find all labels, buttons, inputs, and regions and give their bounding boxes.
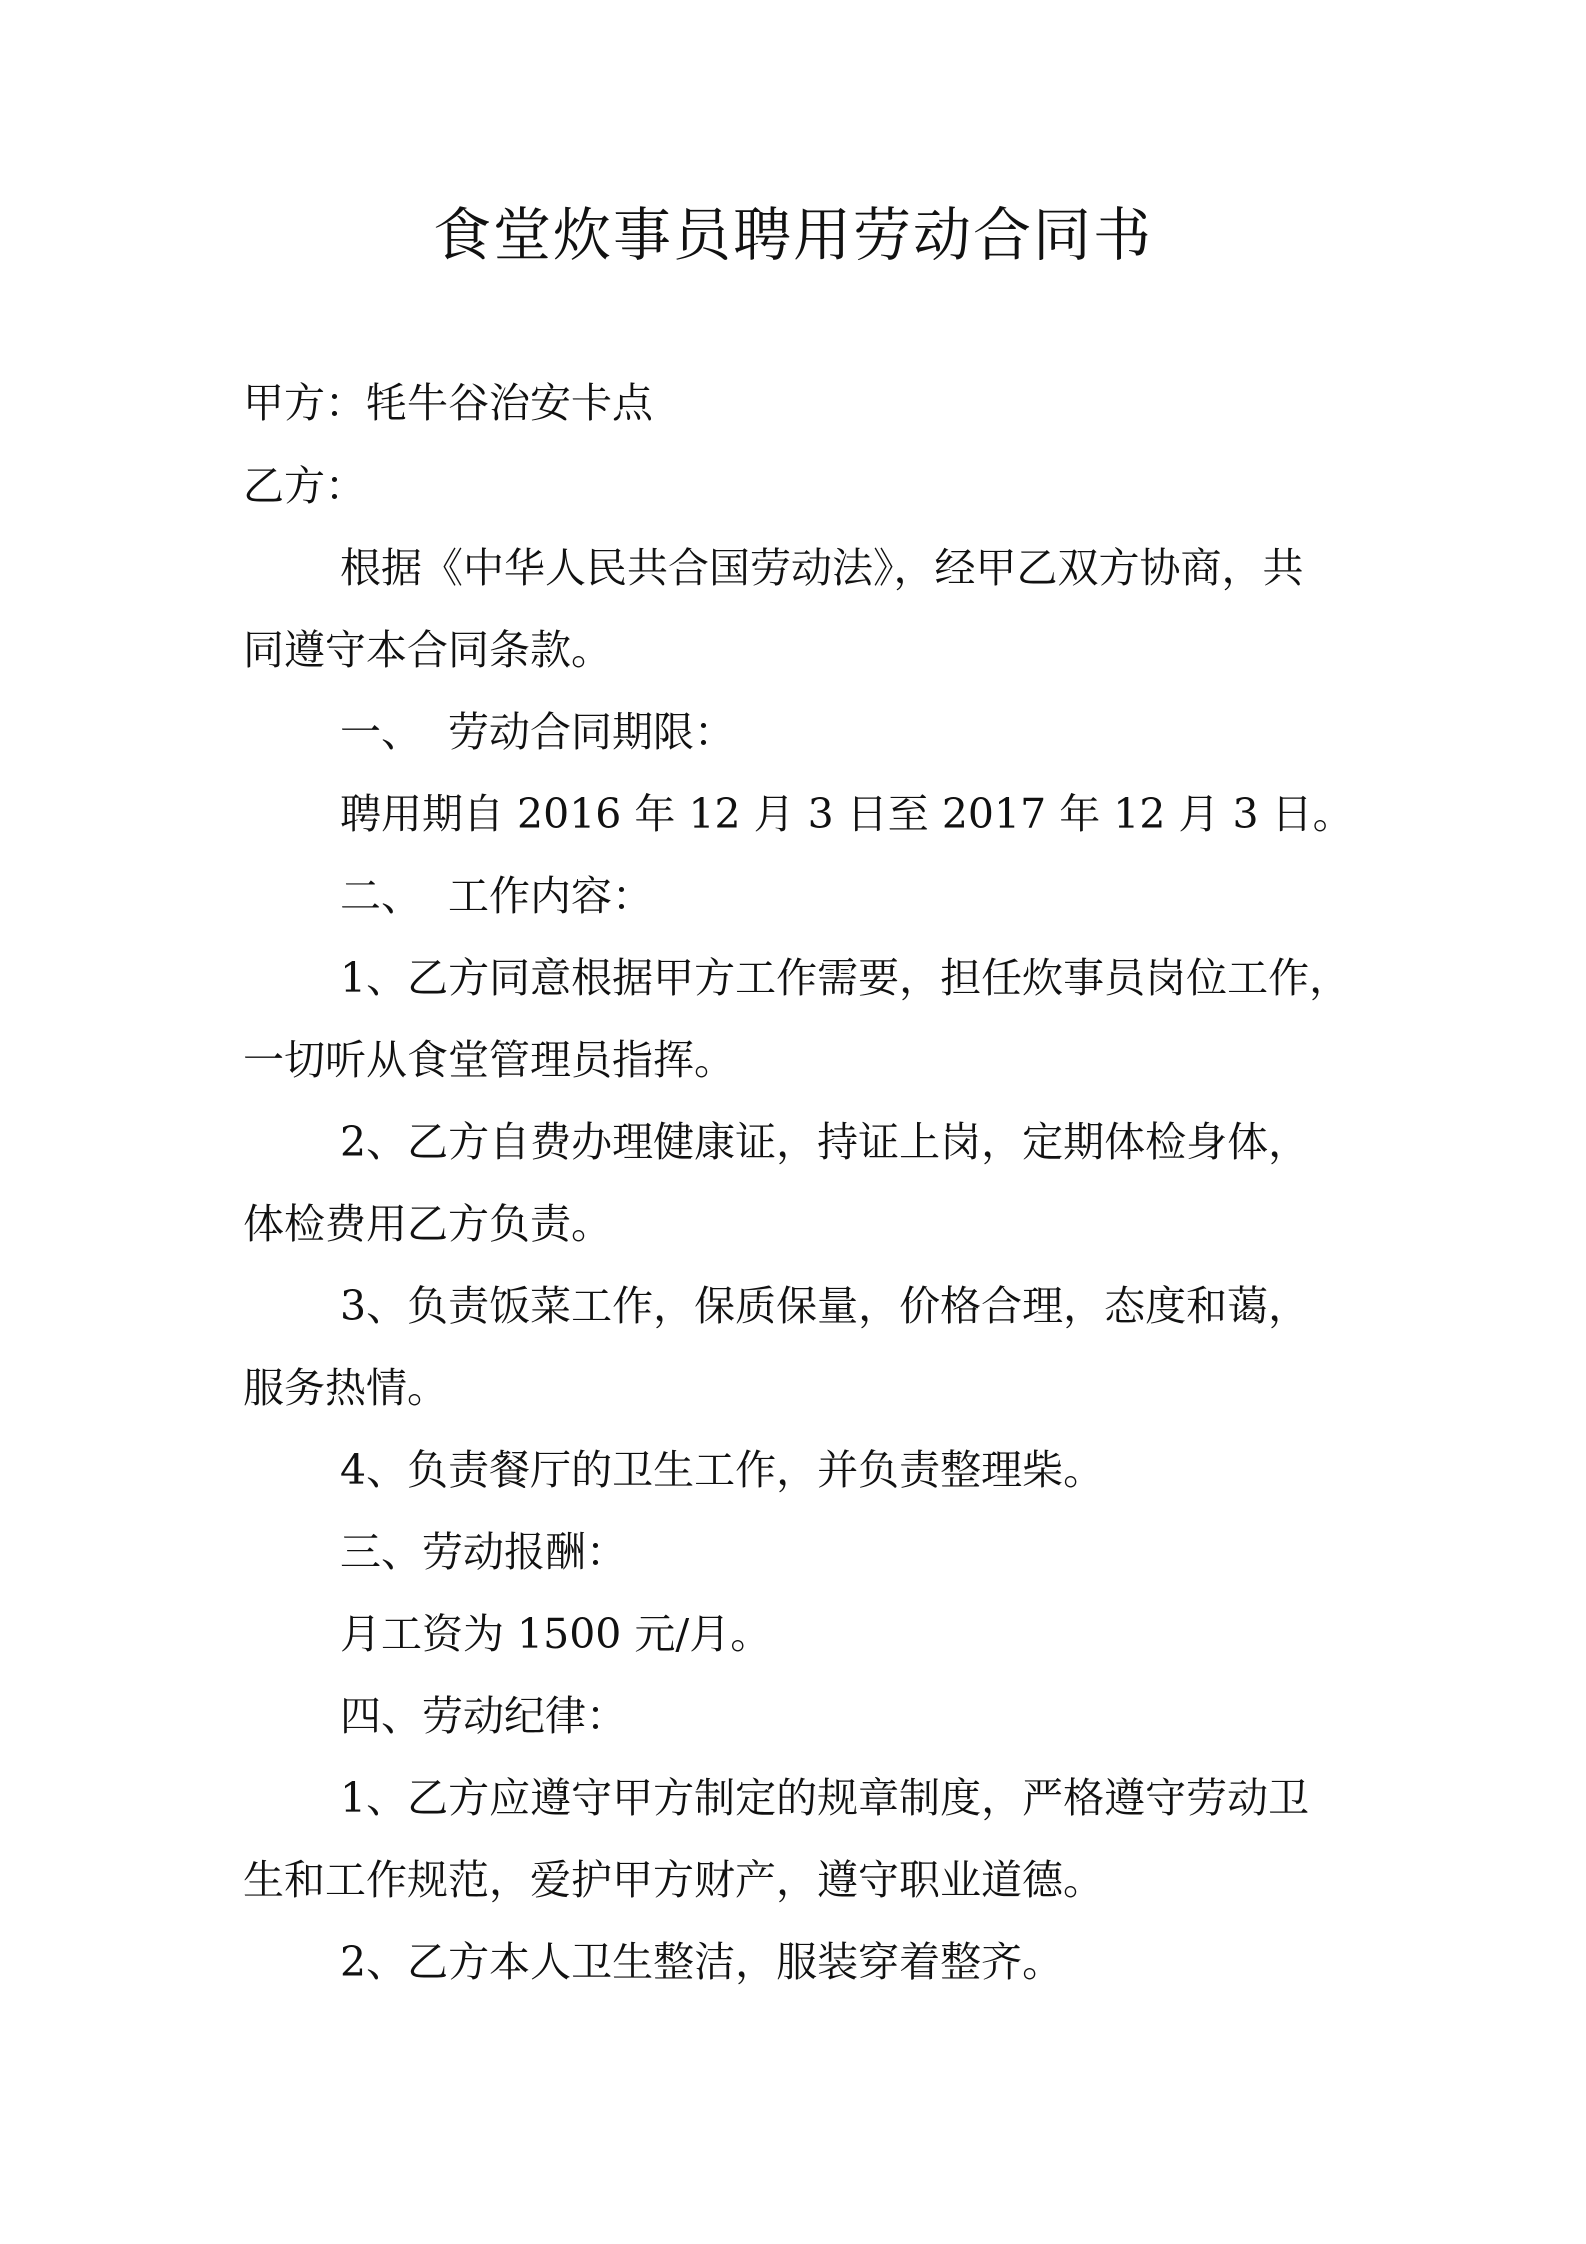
- section-4-heading: 四、劳动纪律：: [340, 1692, 627, 1740]
- party-a-line: 甲方：牦牛谷治安卡点: [243, 379, 653, 427]
- section-2-item-2-line-2: 体检费用乙方负责。: [243, 1200, 612, 1248]
- section-2-item-2-line-1: 2、乙方自费办理健康证，持证上岗，定期体检身体，: [340, 1118, 1310, 1166]
- section-2-heading-text: 工作内容：: [448, 872, 653, 920]
- section-1-number: 一、: [340, 708, 422, 756]
- section-3-content: 月工资为 1500 元/月。: [340, 1610, 772, 1658]
- section-2-number: 二、: [340, 872, 422, 920]
- section-1-content: 聘用期自 2016 年 12 月 3 日至 2017 年 12 月 3 日。: [340, 790, 1354, 838]
- section-4-item-1-line-1: 1、乙方应遵守甲方制定的规章制度，严格遵守劳动卫: [340, 1774, 1310, 1822]
- section-1-heading-text: 劳动合同期限：: [448, 708, 735, 756]
- section-2-heading: [340, 866, 653, 926]
- section-2-item-1-line-1: 1、乙方同意根据甲方工作需要，担任炊事员岗位工作，: [340, 954, 1351, 1002]
- section-2-item-3-line-2: 服务热情。: [243, 1364, 448, 1412]
- section-4-item-1-line-2: 生和工作规范，爱护甲方财产，遵守职业道德。: [243, 1856, 1104, 1904]
- section-2-item-4: 4、负责餐厅的卫生工作，并负责整理柴。: [340, 1446, 1105, 1494]
- intro-line-1: 根据《中华人民共合国劳动法》，经甲乙双方协商，共: [340, 544, 1304, 592]
- intro-line-2: 同遵守本合同条款。: [243, 626, 612, 674]
- section-2-item-3-line-1: 3、负责饭菜工作，保质保量，价格合理，态度和蔼，: [340, 1282, 1310, 1330]
- section-1-heading: [340, 702, 735, 762]
- party-b-line: 乙方：: [243, 462, 366, 510]
- section-3-heading: 三、劳动报酬：: [340, 1528, 627, 1576]
- section-2-item-1-line-2: 一切听从食堂管理员指挥。: [243, 1036, 735, 1084]
- section-4-item-2: 2、乙方本人卫生整洁，服装穿着整齐。: [340, 1938, 1064, 1986]
- document-title: 食堂炊事员聘用劳动合同书: [432, 201, 1153, 269]
